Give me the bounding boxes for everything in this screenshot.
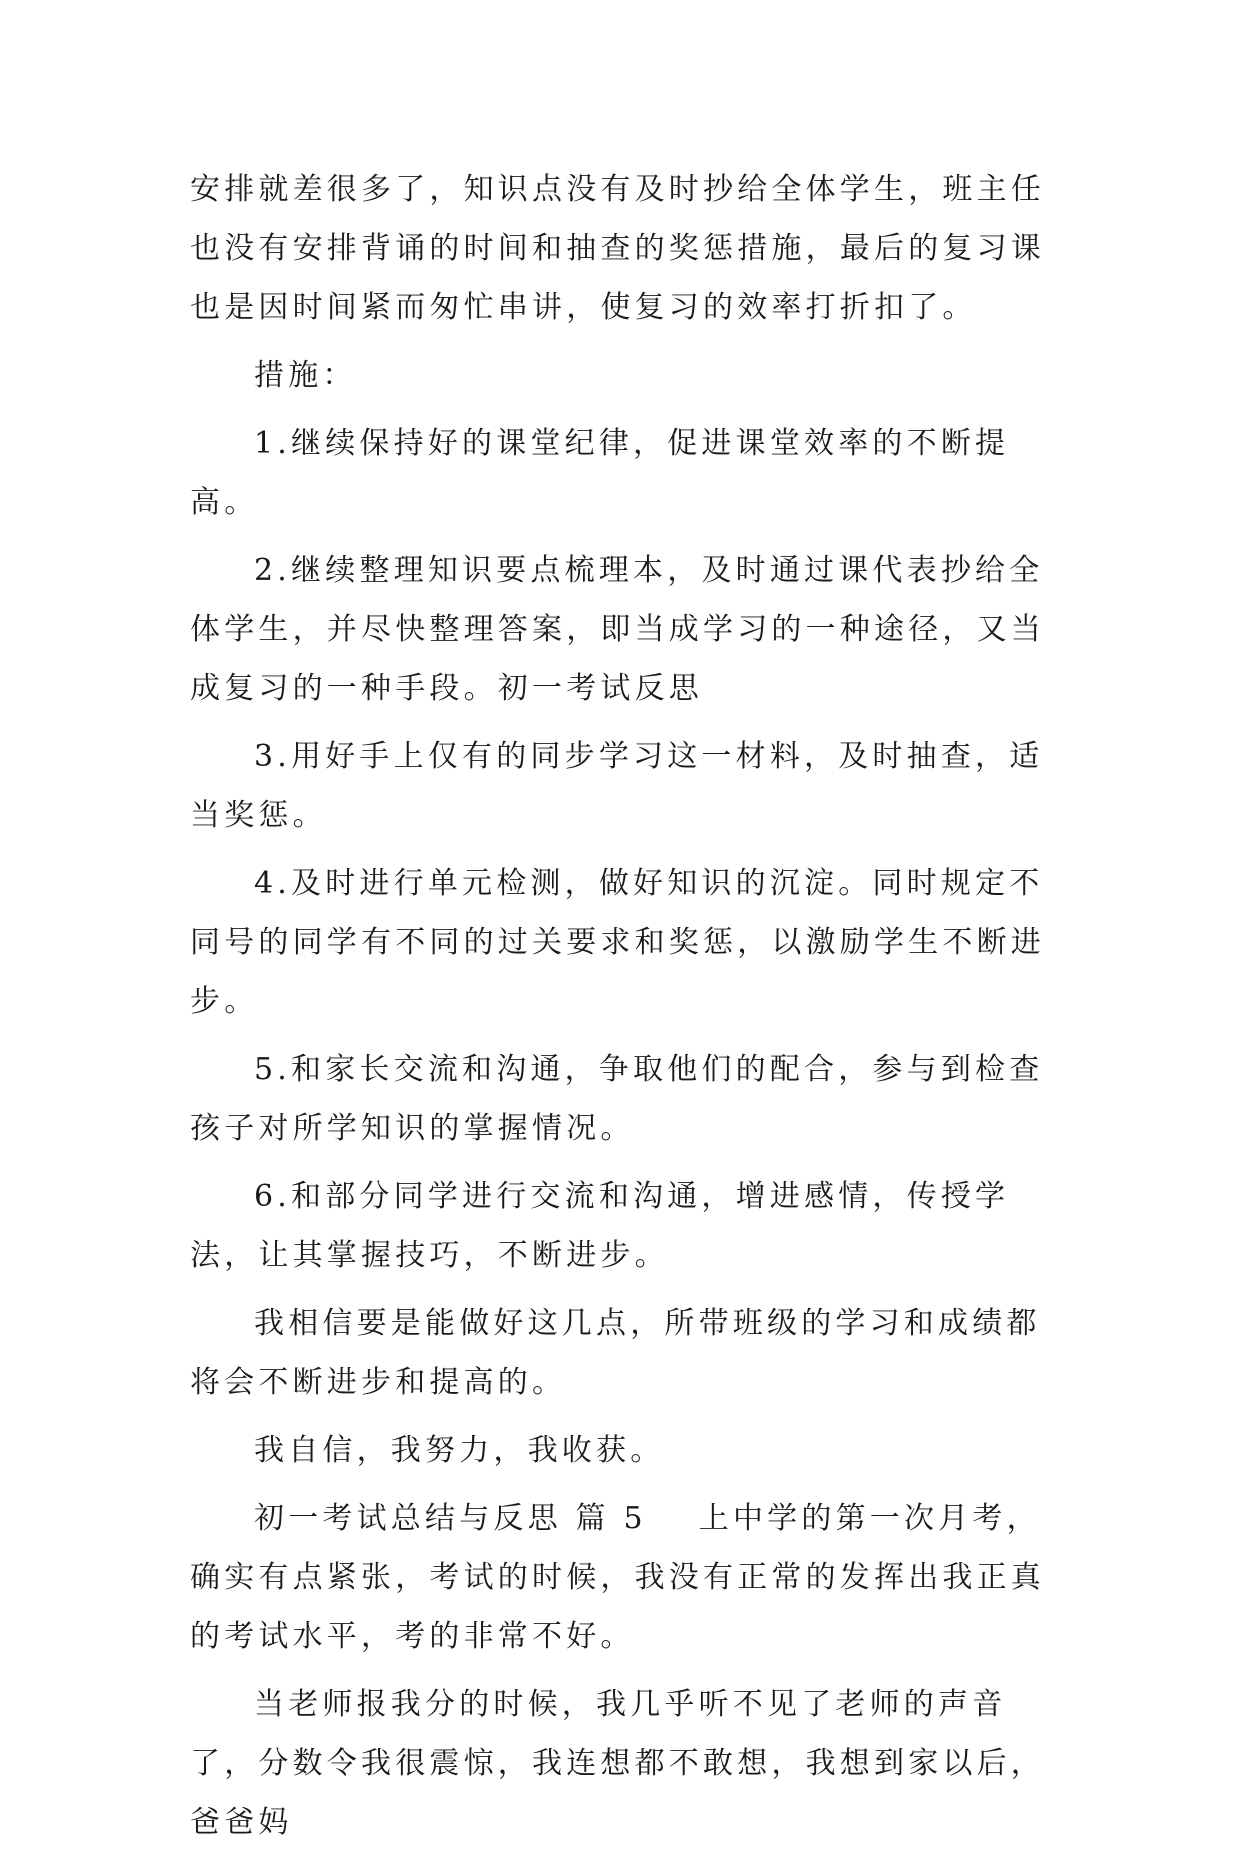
paragraph-measures-heading: 措施： [254, 358, 357, 393]
paragraph-1: 安排就差很多了，知识点没有及时抄给全体学生，班主任也没有安排背诵的时间和抽查的奖惩措施，最后的复习课也是因时间紧而匆忙串讲，使复习的效率打折扣了。 [190, 172, 1045, 325]
paragraph-measure-4: 4.及时进行单元检测，做好知识的沉淀。同时规定不同号的同学有不同的过关要求和奖惩，以激励学生不断进步。 [190, 866, 1045, 1019]
paragraph-confidence: 我自信，我努力，我收获。 [254, 1433, 665, 1468]
document-body [190, 160, 1060, 1861]
paragraph-section-5 [190, 1489, 1060, 1666]
paragraph-belief: 我相信要是能做好这几点，所带班级的学习和成绩都将会不断进步和提高的。 [190, 1306, 1041, 1400]
paragraph-measure-2: 2.继续整理知识要点梳理本，及时通过课代表抄给全体学生，并尽快整理答案，即当成学习的一种途径，又当成复习的一种手段。初一考试反思 [190, 553, 1045, 706]
paragraph-measure-1: 1.继续保持好的课堂纪律，促进课堂效率的不断提高。 [190, 426, 1010, 520]
section-5-heading: 初一考试总结与反思 篇 5 [254, 1501, 647, 1536]
paragraph-measure-6: 6.和部分同学进行交流和沟通，增进感情，传授学法，让其掌握技巧，不断进步。 [190, 1179, 1010, 1273]
section-5-text: 上中学的第一次月考，确实有点紧张，考试的时候，我没有正常的发挥出我正真的考试水平，考的非常不好。 [190, 1501, 1045, 1654]
paragraph-measure-3: 3.用好手上仅有的同步学习这一材料，及时抽查，适当奖惩。 [190, 739, 1044, 833]
paragraph-teacher-score: 当老师报我分的时候，我几乎听不见了老师的声音了，分数令我很震惊，我连想都不敢想，我想到家以后，爸爸妈 [190, 1687, 1045, 1840]
paragraph-measure-5: 5.和家长交流和沟通，争取他们的配合，参与到检查孩子对所学知识的掌握情况。 [190, 1052, 1044, 1146]
